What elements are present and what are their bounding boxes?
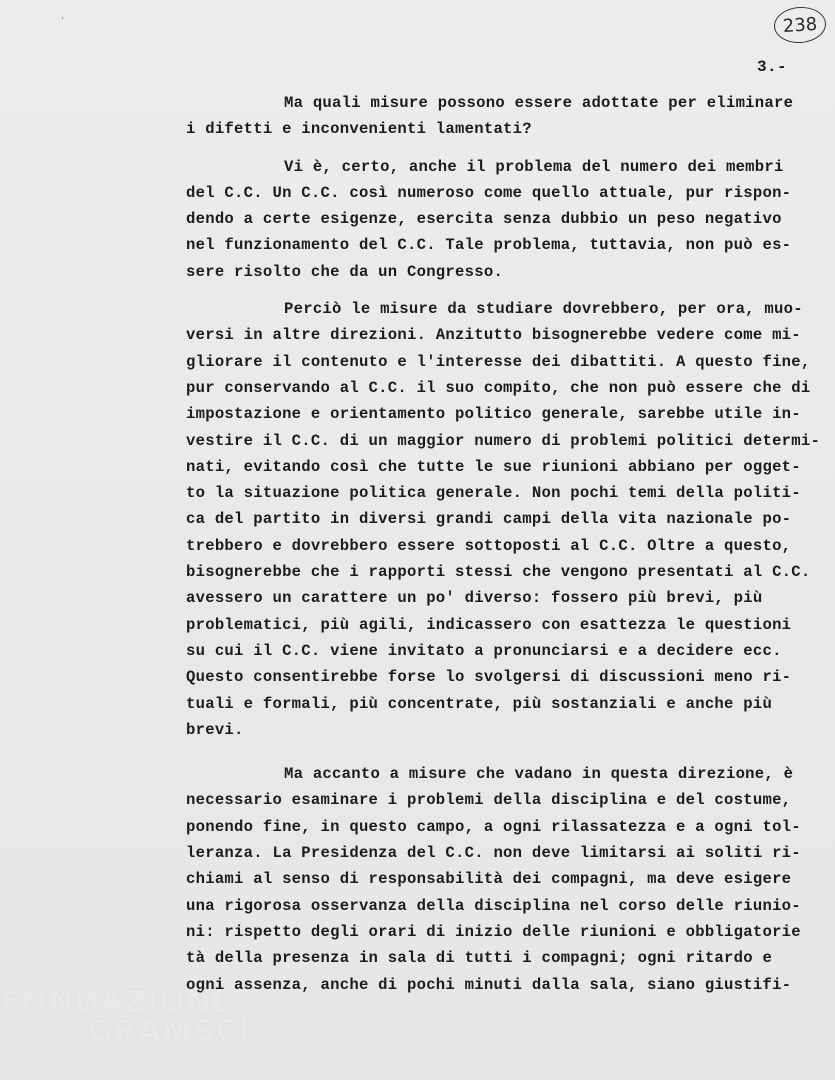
text-line: ogni assenza, anche di pochi minuti dalla sala, siano giustifi- bbox=[186, 975, 792, 994]
text-line: bisognerebbe che i rapporti stessi che vengono presentati al C.C. bbox=[186, 563, 811, 582]
watermark-line-2: GRAMSCI bbox=[88, 1014, 251, 1049]
text-line: gliorare il contenuto e l'interesse dei dibattiti. A questo fine, bbox=[186, 352, 811, 371]
paragraph bbox=[186, 761, 806, 998]
text-line: to la situazione politica generale. Non pochi temi della politi- bbox=[186, 484, 801, 503]
paragraph bbox=[186, 90, 806, 143]
archive-number-stamp: 238 bbox=[773, 5, 827, 45]
text-line: problematici, più agili, indicassero con esattezza le questioni bbox=[186, 615, 792, 634]
text-line: sere risolto che da un Congresso. bbox=[186, 262, 504, 281]
text-line: ni: rispetto degli orari di inizio delle riunioni e obbligatorie bbox=[186, 922, 801, 941]
text-line: Vi è, certo, anche il problema del numero dei membri bbox=[284, 157, 784, 176]
paragraph bbox=[186, 296, 821, 743]
text-line: del C.C. Un C.C. così numeroso come quello attuale, pur rispon- bbox=[186, 183, 792, 202]
text-line: impostazione e orientamento politico generale, sarebbe utile in- bbox=[186, 405, 801, 424]
text-line: nel funzionamento del C.C. Tale problema, tuttavia, non può es- bbox=[186, 236, 792, 255]
text-line: Questo consentirebbe forse lo svolgersi di discussioni meno ri- bbox=[186, 668, 792, 687]
paragraph bbox=[186, 154, 806, 285]
text-line: pur conservando al C.C. il suo compito, che non può essere che di bbox=[186, 378, 811, 397]
page-number: 3.- bbox=[757, 58, 788, 76]
text-line: trebbero e dovrebbero essere sottoposti al C.C. Oltre a questo, bbox=[186, 536, 792, 555]
text-line: dendo a certe esigenze, esercita senza dubbio un peso negativo bbox=[186, 210, 782, 229]
text-line: avessero un carattere un po' diverso: fossero più brevi, più bbox=[186, 589, 763, 608]
text-line: una rigorosa osservanza della disciplina nel corso delle riunio- bbox=[186, 896, 801, 915]
text-line: ponendo fine, in questo campo, a ogni rilassatezza e a ogni tol- bbox=[186, 817, 801, 836]
text-line: chiami al senso di responsabilità dei compagni, ma deve esigere bbox=[186, 870, 792, 889]
text-line: tuali e formali, più concentrate, più sostanziali e anche più bbox=[186, 694, 773, 713]
typewritten-body bbox=[186, 90, 821, 1009]
fondazione-gramsci-watermark bbox=[0, 985, 251, 1049]
text-line: necessario esaminare i problemi della disciplina e del costume, bbox=[186, 791, 792, 810]
watermark-line-1: FONDAZIONE bbox=[0, 985, 234, 1020]
text-line: tà della presenza in sala di tutti i compagni; ogni ritardo e bbox=[186, 949, 773, 968]
text-line: leranza. La Presidenza del C.C. non deve limitarsi ai soliti ri- bbox=[186, 844, 801, 863]
text-line: i difetti e inconvenienti lamentati? bbox=[186, 120, 532, 139]
text-line: nati, evitando così che tutte le sue riunioni abbiano per ogget- bbox=[186, 457, 801, 476]
corner-tick-mark: ˋ bbox=[60, 18, 67, 29]
text-line: brevi. bbox=[186, 720, 244, 739]
text-line: vestire il C.C. di un maggior numero di problemi politici determi- bbox=[186, 431, 821, 450]
text-line: su cui il C.C. viene invitato a pronunciarsi e a decidere ecc. bbox=[186, 641, 782, 660]
text-line: Ma quali misure possono essere adottate per eliminare bbox=[284, 94, 794, 112]
text-line: ca del partito in diversi grandi campi della vita nazionale po- bbox=[186, 510, 792, 529]
text-line: Perciò le misure da studiare dovrebbero, per ora, muo- bbox=[284, 300, 803, 319]
text-line: Ma accanto a misure che vadano in questa direzione, è bbox=[284, 765, 794, 784]
text-line: versi in altre direzioni. Anzitutto bisognerebbe vedere come mi- bbox=[186, 326, 801, 345]
